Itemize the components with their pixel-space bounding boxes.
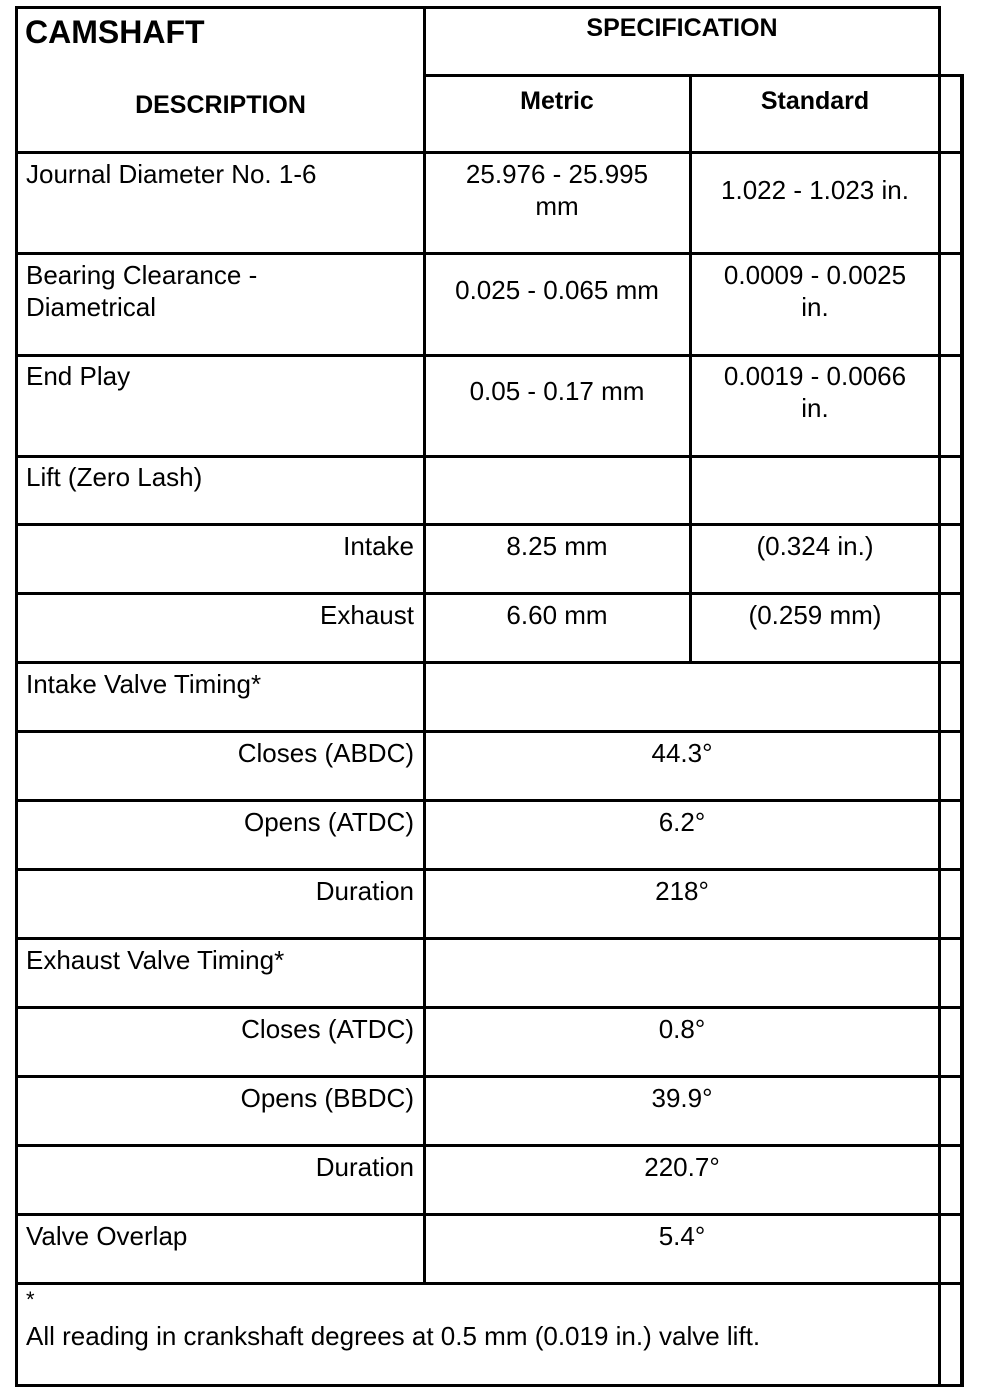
standard-value: 0.0009 - 0.0025 in. xyxy=(723,260,907,322)
row-rule xyxy=(15,1144,964,1147)
standard-value: 0.0019 - 0.0066 in. xyxy=(723,361,907,423)
standard-header: Standard xyxy=(760,87,870,115)
row-label: Opens (BBDC) xyxy=(240,1083,414,1113)
row-rule xyxy=(15,937,964,940)
row-rule xyxy=(15,730,964,733)
row-label: End Play xyxy=(26,361,131,391)
row-label: Journal Diameter No. 1-6 xyxy=(26,159,317,189)
spec-value: 6.2° xyxy=(658,807,706,837)
row-label: Opens (ATDC) xyxy=(244,807,414,837)
table-shadow-top xyxy=(938,74,964,77)
table-border-bottom xyxy=(15,1384,964,1387)
metric-header: Metric xyxy=(520,87,594,115)
row-rule xyxy=(15,354,964,357)
row-rule xyxy=(15,868,964,871)
metric-value: 0.025 - 0.065 mm xyxy=(455,275,659,305)
footnote-marker: * xyxy=(26,1287,35,1312)
row-rule xyxy=(15,1282,964,1285)
row-rule xyxy=(15,1075,964,1078)
spec-value: 39.9° xyxy=(651,1083,713,1113)
row-label: Intake Valve Timing* xyxy=(26,669,262,699)
row-rule xyxy=(15,661,964,664)
row-rule xyxy=(15,151,964,154)
spec-value: 218° xyxy=(655,876,709,906)
table-title: CAMSHAFT xyxy=(25,14,205,50)
row-label: Exhaust xyxy=(320,600,414,630)
standard-value: (0.259 mm) xyxy=(748,600,882,630)
spec-value: 5.4° xyxy=(658,1221,706,1251)
row-label: Duration xyxy=(315,876,414,906)
standard-value: (0.324 in.) xyxy=(756,531,874,561)
row-rule xyxy=(15,252,964,255)
row-label: Bearing Clearance - Diametrical xyxy=(26,260,258,322)
table-border-top xyxy=(15,6,941,9)
row-rule xyxy=(15,1006,964,1009)
footnote-text: All reading in crankshaft degrees at 0.5 mm (0.019 in.) valve lift. xyxy=(26,1321,761,1351)
specification-header: SPECIFICATION xyxy=(586,14,778,42)
spec-divider xyxy=(425,74,941,77)
row-label: Intake xyxy=(343,531,414,561)
row-label: Valve Overlap xyxy=(26,1221,188,1251)
spec-value: 44.3° xyxy=(651,738,713,768)
row-label: Closes (ATDC) xyxy=(241,1014,414,1044)
description-header: DESCRIPTION xyxy=(135,91,306,119)
row-rule xyxy=(15,592,964,595)
metric-value: 0.05 - 0.17 mm xyxy=(469,376,645,406)
row-rule xyxy=(15,523,964,526)
row-label: Closes (ABDC) xyxy=(237,738,414,768)
row-rule xyxy=(15,799,964,802)
spec-value: 0.8° xyxy=(658,1014,706,1044)
row-label: Exhaust Valve Timing* xyxy=(26,945,285,975)
spec-value: 220.7° xyxy=(644,1152,720,1182)
row-rule xyxy=(15,455,964,458)
row-rule xyxy=(15,1213,964,1216)
row-label: Duration xyxy=(315,1152,414,1182)
metric-value: 25.976 - 25.995 mm xyxy=(465,159,649,221)
metric-value: 6.60 mm xyxy=(506,600,608,630)
row-label: Lift (Zero Lash) xyxy=(26,462,203,492)
metric-value: 8.25 mm xyxy=(506,531,608,561)
standard-value: 1.022 - 1.023 in. xyxy=(721,175,909,205)
table-border-left xyxy=(15,6,18,1387)
